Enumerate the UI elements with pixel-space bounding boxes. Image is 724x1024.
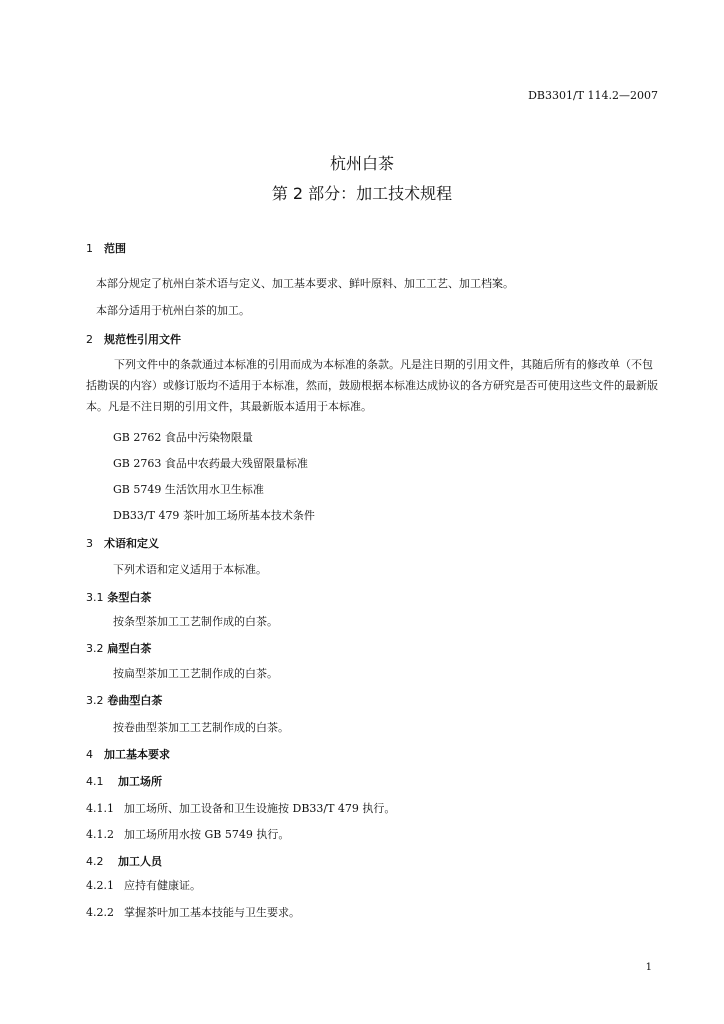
- subsection-heading: [86, 773, 162, 789]
- section-3-heading: [86, 535, 159, 551]
- clause-number: 4.2.2: [86, 906, 114, 919]
- definition-title: 条型白茶: [107, 591, 152, 604]
- section-4-heading: [86, 746, 170, 762]
- clause-number: 4.1.2: [86, 828, 114, 841]
- paragraph: 下列术语和定义适用于本标准。: [113, 563, 267, 576]
- definition-number: 3.2: [86, 694, 104, 707]
- section-1-heading: [86, 240, 126, 256]
- section-title: 规范性引用文件: [104, 333, 181, 346]
- paragraph: 本部分适用于杭州白茶的加工。: [96, 304, 250, 317]
- reference-item: DB33/T 479 茶叶加工场所基本技术条件: [113, 509, 315, 522]
- clause-item: [86, 877, 201, 893]
- subsection-number: 4.1: [86, 775, 104, 788]
- definition-heading: [86, 640, 151, 656]
- paragraph: 本部分规定了杭州白茶术语与定义、加工基本要求、鲜叶原料、加工工艺、加工档案。: [96, 277, 514, 290]
- page-number: 1: [645, 962, 652, 973]
- paragraph: 下列文件中的条款通过本标准的引用而成为本标准的条款。凡是注日期的引用文件，其随后所有的修改单（不包括勘误的内容）或修订版均不适用于本标准，然而，鼓励根据本标准达成协议的各方研究是否可使用这些文件的最新版本。凡是不注日期的引用文件，其最新版本适用于本标准。: [86, 358, 658, 413]
- section-number: 2: [86, 333, 93, 346]
- section-title: 术语和定义: [104, 537, 159, 550]
- section-number: 3: [86, 537, 93, 550]
- subsection-title: 加工场所: [118, 775, 162, 788]
- clause-text: 掌握茶叶加工基本技能与卫生要求。: [124, 906, 300, 919]
- definition-text: 按扁型茶加工工艺制作成的白茶。: [113, 667, 278, 680]
- section-title: 加工基本要求: [104, 748, 170, 761]
- reference-item: GB 2762 食品中污染物限量: [113, 431, 253, 444]
- subsection-heading: [86, 853, 162, 869]
- definition-title: 扁型白茶: [107, 642, 152, 655]
- definition-text: 按条型茶加工工艺制作成的白茶。: [113, 615, 278, 628]
- document-title: 杭州白茶: [329, 154, 394, 173]
- clause-item: [86, 826, 289, 842]
- clause-text: 应持有健康证。: [124, 879, 201, 892]
- definition-text: 按卷曲型茶加工工艺制作成的白茶。: [113, 721, 289, 734]
- definition-number: 3.2: [86, 642, 104, 655]
- subsection-number: 4.2: [86, 855, 104, 868]
- clause-number: 4.1.1: [86, 802, 114, 815]
- section-title: 范围: [104, 242, 126, 255]
- standard-number: DB3301/T 114.2—2007: [528, 89, 658, 102]
- clause-text: 加工场所用水按 GB 5749 执行。: [124, 828, 290, 841]
- reference-item: GB 5749 生活饮用水卫生标准: [113, 483, 264, 496]
- section-number: 1: [86, 242, 93, 255]
- subsection-title: 加工人员: [118, 855, 162, 868]
- reference-item: GB 2763 食品中农药最大残留限量标准: [113, 457, 308, 470]
- definition-heading: [86, 589, 151, 605]
- section-2-heading: [86, 331, 181, 347]
- clause-text: 加工场所、加工设备和卫生设施按 DB33/T 479 执行。: [124, 802, 396, 815]
- document-subtitle: 第 2 部分：加工技术规程: [271, 184, 453, 203]
- definition-heading: [86, 692, 162, 708]
- section-number: 4: [86, 748, 93, 761]
- definition-number: 3.1: [86, 591, 104, 604]
- definition-title: 卷曲型白茶: [107, 694, 163, 707]
- clause-number: 4.2.1: [86, 879, 114, 892]
- clause-item: [86, 800, 395, 816]
- clause-item: [86, 904, 300, 920]
